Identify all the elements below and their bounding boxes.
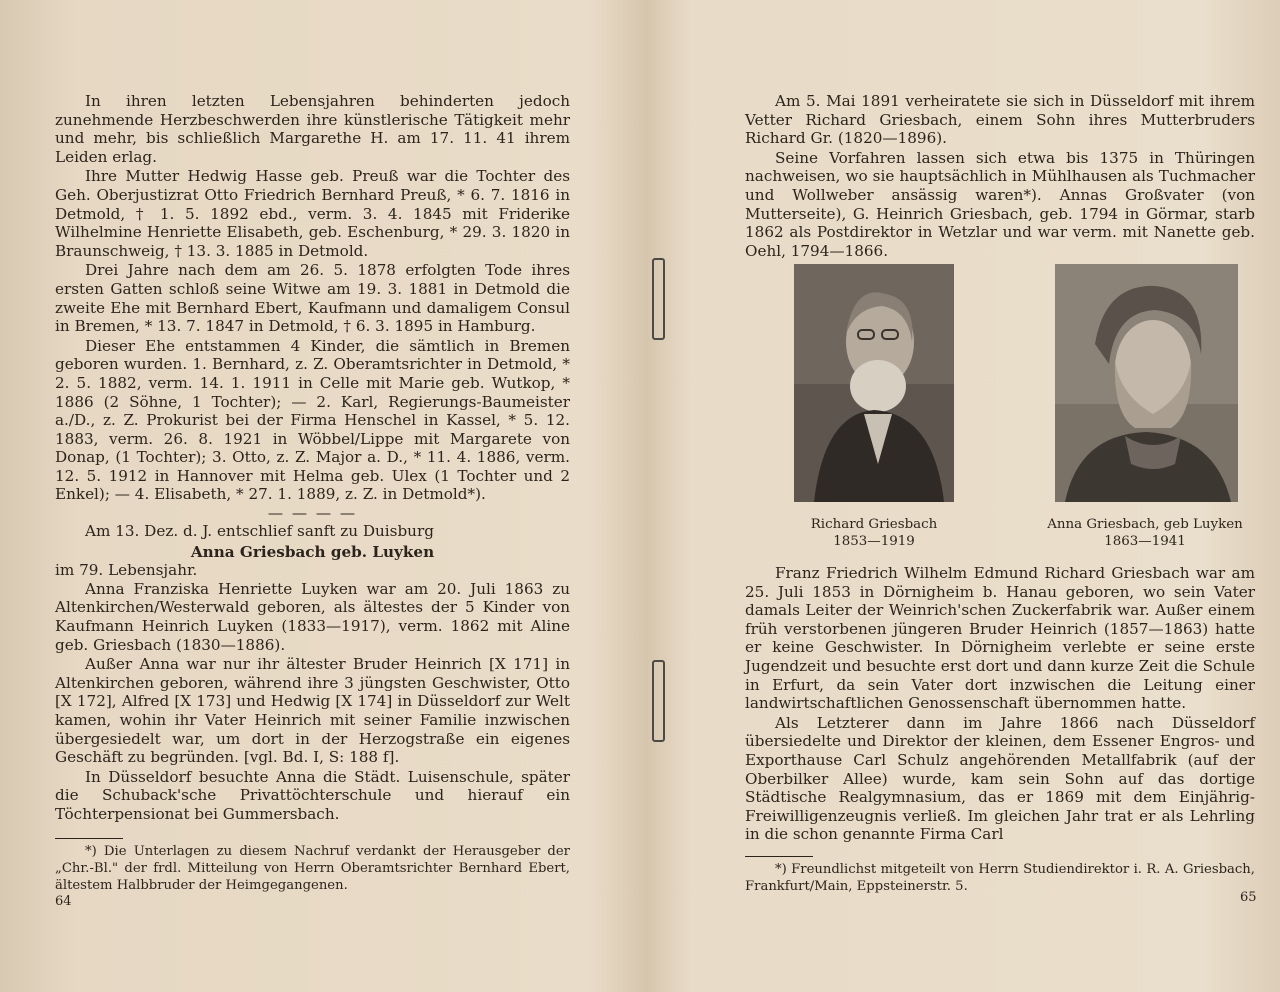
deceased-name: Anna Griesbach geb. Luyken [190,542,435,561]
footnote: *) Die Unterlagen zu diesem Nachruf verdankt der Herausgeber der „Chr.-Bl." der frdl. Mitteilung von Herrn Oberamtsrichter Bernhard Ebert, ältestem Halbbruder der Heimgegangenen. [55,843,570,893]
page-number: 64 [55,894,72,909]
right-text-top [745,92,1255,260]
caption-name: Anna Griesbach, geb Luyken [1047,517,1243,532]
footnote: *) Freundlichst mitgeteilt von Herrn Studiendirektor i. R. A. Griesbach, Frankfurt/Main, Eppsteinerstr. 5. [745,861,1255,894]
paragraph: In Düsseldorf besuchte Anna die Städt. Luisenschule, später die Schuback'sche Privattöchterschule und hierauf ein Töchterpensionat bei Gummersbach. [55,767,570,823]
portrait-woman-image [1055,264,1238,502]
left-text-column [55,92,570,894]
footnote-rule [745,856,813,857]
paragraph: Franz Friedrich Wilhelm Edmund Richard Griesbach war am 25. Juli 1853 in Dörnigheim b. Hanau geboren, wo sein Vater damals Leiter der Weinrich'schen Zuckerfabrik war. Außer einem früh verstorbenen jüngeren Bruder Heinrich (1857—1863) hatte er keine Geschwister. In Dörnigheim verlebte er seine erste Jugendzeit und besuchte erst dort und dann kurze Zeit die Schule in Erfurt, da sein Vater dort inzwischen die Leitung einer landwirtschaftlichen Genossenschaft übernommen hatte. [745,564,1255,713]
footnote-rule [55,838,123,839]
caption-years: 1853—1919 [833,534,915,549]
portrait-photo [1055,264,1238,502]
paragraph: Dieser Ehe entstammen 4 Kinder, die sämtlich in Bremen geboren wurden. 1. Bernhard, z. Z. Oberamtsrichter in Detmold, * 2. 5. 1882, verm. 14. 1. 1911 in Celle mit Marie geb. Wutkop, * 1886 (2 Söhne, 1 Tochter); — 2. Karl, Regierungs-Baumeister a./D., z. Z. Prokurist bei der Firma Henschel in Kassel, * 5. 12. 1883, verm. 26. 8. 1921 in Wöbbel/Lippe mit Margarete von Donap, (1 Tochter); 3. Otto, z. Z. Major a. D., * 11. 4. 1886, verm. 12. 5. 1912 in Hannover mit Helma geb. Ulex (1 Tochter und 2 Enkel); — 4. Elisabeth, * 27. 1. 1889, z. Z. in Detmold*). [55,336,570,504]
portrait-man-image [794,264,954,502]
death-notice: Am 13. Dez. d. J. entschlief sanft zu Duisburg [85,522,434,541]
separator: — — — — [267,504,358,523]
portrait-photo [794,264,954,502]
age-line: im 79. Lebensjahr. [55,561,198,580]
paragraph: Außer Anna war nur ihr ältester Bruder Heinrich [X 171] in Altenkirchen geboren, während ihre 3 jüngsten Geschwister, Otto [X 172], Alfred [X 173] und Hedwig [X 174] in Düsseldorf zur Welt kamen, wohin ihr Vater Heinrich mit seiner Familie inzwischen übergesiedelt war, um dort in der Herzogstraße ein eigenes Geschäft zu begründen. [vgl. Bd. I, S: 188 f]. [55,655,570,767]
paragraph: Seine Vorfahren lassen sich etwa bis 1375 in Thüringen nachweisen, wo sie hauptsächlich in Mühlhausen als Tuchmacher und Wollweber ansässig waren*). Annas Großvater (von Mutterseite), G. Heinrich Griesbach, geb. 1794 in Görmar, starb 1862 als Postdirektor in Wetzlar und war verm. mit Nanette geb. Oehl, 1794—1866. [745,148,1255,260]
photo-caption [778,516,970,550]
caption-years: 1863—1941 [1104,534,1186,549]
page-number: 65 [1240,890,1257,905]
right-text-bottom [745,564,1255,895]
right-page [650,0,1280,992]
paragraph: In ihren letzten Lebensjahren behinderten jedoch zunehmende Herzbeschwerden ihre künstlerische Tätigkeit mehr und mehr, bis schließlich Margarethe H. am 17. 11. 41 ihrem Leiden erlag. [55,92,570,166]
photo-caption [1040,516,1250,550]
paragraph: Drei Jahre nach dem am 26. 5. 1878 erfolgten Tode ihres ersten Gatten schloß seine Witwe am 19. 3. 1881 in Detmold die zweite Ehe mit Bernhard Ebert, Kaufmann und damaligem Consul in Bremen, * 13. 7. 1847 in Detmold, † 6. 3. 1895 in Hamburg. [55,261,570,336]
paragraph: Am 5. Mai 1891 verheiratete sie sich in Düsseldorf mit ihrem Vetter Richard Griesbach, einem Sohn ihres Mutterbruders Richard Gr. (1820—1896). [745,92,1255,148]
paragraph: Als Letzterer dann im Jahre 1866 nach Düsseldorf übersiedelte und Direktor der kleinen, dem Essener Engros- und Exporthause Carl Schulz angehörenden Metallfabrik (auf der Oberbilker Allee) wurde, kam sein Sohn auf das dortige Städtische Realgymnasium, das er 1869 mit dem Einjährig-Freiwilligenzeugnis verließ. Im gleichen Jahr trat er als Lehrling in die schon genannte Firma Carl [745,713,1255,844]
paragraph: Anna Franziska Henriette Luyken war am 20. Juli 1863 zu Altenkirchen/Westerwald geboren, als ältestes der 5 Kinder von Kaufmann Heinrich Luyken (1833—1917), verm. 1862 mit Aline geb. Griesbach (1830—1886). [55,579,570,654]
paragraph: Ihre Mutter Hedwig Hasse geb. Preuß war die Tochter des Geh. Oberjustizrat Otto Friedrich Bernhard Preuß, * 6. 7. 1816 in Detmold, † 1. 5. 1892 ebd., verm. 3. 4. 1845 mit Friderike Wilhelmine Henriette Elisabeth, geb. Eschenburg, * 29. 3. 1820 in Braunschweig, † 13. 3. 1885 in Detmold. [55,167,570,260]
caption-name: Richard Griesbach [810,517,938,532]
